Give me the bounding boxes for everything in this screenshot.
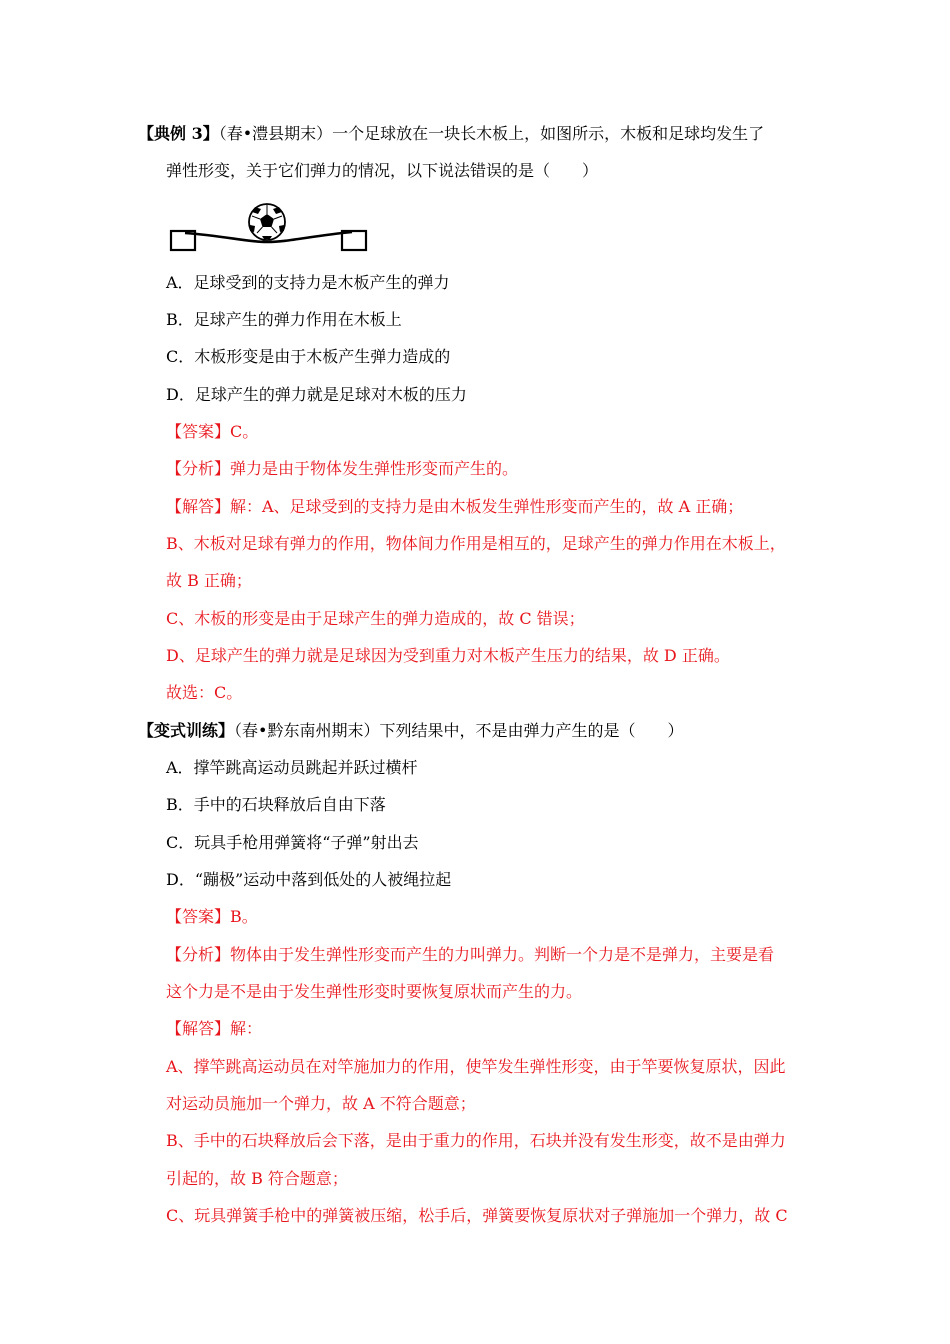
soccer-ball-icon — [249, 204, 285, 240]
variant-solution-line: A、撑竿跳高运动员在对竿施加力的作用，使竿发生弹性形变，由于竿要恢复原状，因此 — [166, 1057, 786, 1076]
example3-option-b: B．足球产生的弹力作用在木板上 — [166, 310, 402, 329]
variant-tag: 【变式训练】 — [138, 721, 235, 740]
variant-option-b: B．手中的石块释放后自由下落 — [166, 795, 386, 814]
example3-solution-line: C、木板的形变是由于足球产生的弹力造成的，故 C 错误； — [166, 609, 585, 628]
example3-answer: 【答案】C。 — [166, 422, 259, 441]
example3-solution-line: D、足球产生的弹力就是足球因为受到重力对木板产生压力的结果，故 D 正确。 — [166, 646, 730, 665]
example3-analysis: 【分析】弹力是由于物体发生弹性形变而产生的。 — [166, 459, 519, 478]
variant-answer: 【答案】B。 — [166, 907, 258, 926]
variant-option-a: A．撑竿跳高运动员跳起并跃过横杆 — [166, 758, 418, 777]
example3-option-a: A．足球受到的支持力是木板产生的弹力 — [166, 273, 450, 292]
variant-solution-line: C、玩具弹簧手枪中的弹簧被压缩，松手后，弹簧要恢复原状对子弹施加一个弹力，故 C — [166, 1206, 788, 1225]
example3-option-c: C．木板形变是由于木板产生弹力造成的 — [166, 347, 451, 366]
variant-analysis-line: 【分析】物体由于发生弹性形变而产生的力叫弹力。判断一个力是不是弹力，主要是看 — [166, 945, 775, 964]
variant-solution-head: 【解答】解： — [166, 1019, 263, 1038]
variant-solution-line: B、手中的石块释放后会下落，是由于重力的作用，石块并没有发生形变，故不是由弹力 — [166, 1131, 786, 1150]
example3-option-d: D．足球产生的弹力就是足球对木板的压力 — [166, 385, 467, 404]
variant-solution-line: 对运动员施加一个弹力，故 A 不符合题意； — [166, 1094, 476, 1113]
example3-final-choice: 故选：C。 — [166, 683, 243, 702]
ball-on-board-figure — [166, 198, 371, 258]
example3-question-line2: 弹性形变，关于它们弹力的情况，以下说法错误的是（ ） — [166, 161, 599, 180]
variant-option-d: D．“蹦极”运动中落到低处的人被绳拉起 — [166, 870, 452, 889]
variant-solution-line: 引起的，故 B 符合题意； — [166, 1169, 348, 1188]
example3-question-text: （春•澧县期末）一个足球放在一块长木板上，如图所示，木板和足球均发生了 — [218, 124, 765, 143]
variant-question-text: （春•黔东南州期末）下列结果中，不是由弹力产生的是（ ） — [234, 721, 684, 740]
example3-solution-line: B、木板对足球有弹力的作用，物体间力作用是相互的，足球产生的弹力作用在木板上， — [166, 534, 786, 553]
variant-analysis-line: 这个力是不是由于发生弹性形变时要恢复原状而产生的力。 — [166, 982, 583, 1001]
variant-question-line1 — [138, 720, 683, 742]
example3-tag: 【典例 3】 — [138, 124, 219, 143]
example3-question-line1 — [138, 123, 764, 145]
variant-option-c: C．玩具手枪用弹簧将“子弹”射出去 — [166, 833, 419, 852]
example3-solution-line: 故 B 正确； — [166, 571, 252, 590]
example3-solution-line: 【解答】解：A、足球受到的支持力是由木板发生弹性形变而产生的，故 A 正确； — [166, 497, 744, 516]
